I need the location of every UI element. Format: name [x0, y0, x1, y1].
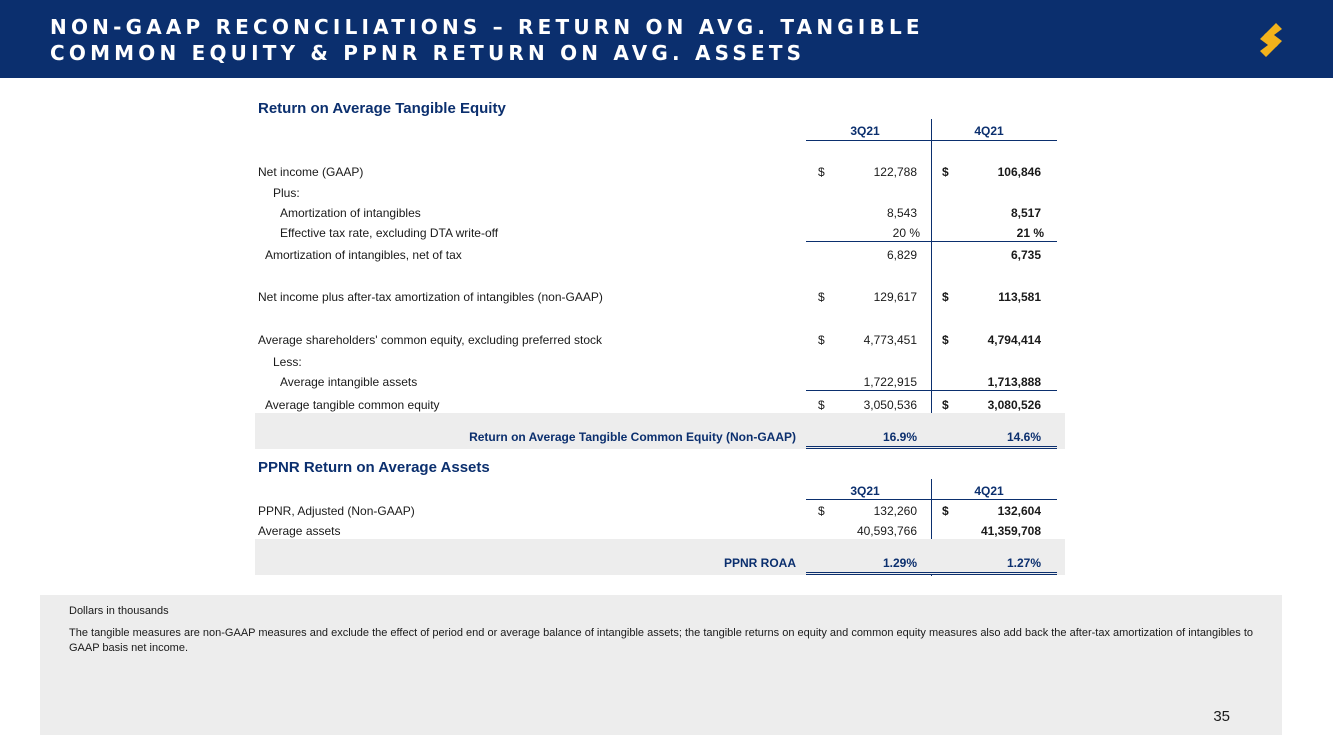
ppnr-result-3q21: 1.29%	[882, 556, 917, 570]
value-average-tce-4q21: 3,080,526	[987, 398, 1041, 412]
row-label-amortization: Amortization of intangibles	[280, 206, 421, 220]
value-tax-rate-3q21: 20 %	[892, 226, 920, 240]
page-number: 35	[1213, 708, 1230, 725]
double-underline	[806, 446, 1057, 449]
double-underline	[806, 572, 1057, 575]
row-label-less: Less:	[273, 355, 302, 369]
currency-symbol: $	[942, 504, 949, 518]
currency-symbol: $	[818, 504, 825, 518]
currency-symbol: $	[818, 398, 825, 412]
page-title-line-2: COMMON EQUITY & PPNR RETURN ON AVG. ASSETS	[50, 41, 806, 65]
row-label-average-assets: Average assets	[258, 524, 341, 538]
value-ppnr-3q21: 132,260	[873, 504, 917, 518]
row-label-average-equity: Average shareholders' common equity, excluding preferred stock	[258, 333, 603, 347]
value-net-income-plus-4q21: 113,581	[998, 290, 1041, 304]
ppnr-result-4q21: 1.27%	[1006, 556, 1041, 570]
rotce-col-4q21: 4Q21	[974, 124, 1004, 138]
currency-symbol: $	[818, 290, 825, 304]
currency-symbol: $	[942, 165, 949, 179]
subtotal-rule	[806, 390, 1057, 391]
value-tax-rate-4q21: 21 %	[1016, 226, 1044, 240]
currency-symbol: $	[818, 165, 825, 179]
value-average-assets-3q21: 40,593,766	[856, 524, 917, 538]
currency-symbol: $	[942, 290, 949, 304]
value-net-income-3q21: 122,788	[873, 165, 917, 179]
row-label-ppnr: PPNR, Adjusted (Non-GAAP)	[258, 504, 415, 518]
value-amortization-4q21: 8,517	[1010, 206, 1041, 220]
page-title-line-1: NON-GAAP RECONCILIATIONS – RETURN ON AVG. TANGIBLE	[50, 15, 924, 39]
value-net-income-plus-3q21: 129,617	[873, 290, 917, 304]
rotce-col-3q21: 3Q21	[850, 124, 880, 138]
row-label-net-income: Net income (GAAP)	[258, 165, 364, 179]
row-label-average-tce: Average tangible common equity	[265, 398, 440, 412]
rotce-result-label: Return on Average Tangible Common Equity (Non-GAAP)	[469, 430, 796, 444]
value-average-equity-3q21: 4,773,451	[863, 333, 917, 347]
page-title	[50, 14, 924, 66]
value-amortization-net-3q21: 6,829	[886, 248, 917, 262]
row-label-plus: Plus:	[273, 186, 300, 200]
row-label-tax-rate: Effective tax rate, excluding DTA write-off	[280, 226, 499, 240]
value-ppnr-4q21: 132,604	[997, 504, 1041, 518]
rotce-result-3q21: 16.9%	[882, 430, 917, 444]
currency-symbol: $	[942, 333, 949, 347]
ppnr-section-title: PPNR Return on Average Assets	[258, 459, 490, 476]
row-label-average-intangibles: Average intangible assets	[280, 375, 418, 389]
value-average-equity-4q21: 4,794,414	[987, 333, 1041, 347]
s-logo-icon	[1256, 20, 1286, 60]
value-amortization-3q21: 8,543	[886, 206, 917, 220]
footnote-units: Dollars in thousands	[69, 605, 169, 617]
title-bar	[0, 0, 1333, 78]
rotce-result-4q21: 14.6%	[1006, 430, 1041, 444]
row-label-amortization-net: Amortization of intangibles, net of tax	[265, 248, 462, 262]
currency-symbol: $	[818, 333, 825, 347]
ppnr-col-4q21: 4Q21	[974, 484, 1004, 498]
rotce-section-title: Return on Average Tangible Equity	[258, 100, 506, 117]
footnote-panel	[40, 595, 1282, 735]
ppnr-result-label: PPNR ROAA	[723, 556, 796, 570]
value-amortization-net-4q21: 6,735	[1010, 248, 1041, 262]
value-net-income-4q21: 106,846	[997, 165, 1041, 179]
value-average-tce-3q21: 3,050,536	[863, 398, 917, 412]
value-average-intangibles-3q21: 1,722,915	[863, 375, 917, 389]
ppnr-col-3q21: 3Q21	[850, 484, 880, 498]
currency-symbol: $	[942, 398, 949, 412]
footnote-definition: The tangible measures are non-GAAP measures and exclude the effect of period end or average balance of intangible assets; the tangible returns on equity and common equity measures also add back the after-tax amortization of intangibles to GAAP basis net income.	[69, 627, 1254, 654]
value-average-intangibles-4q21: 1,713,888	[987, 375, 1041, 389]
row-label-net-income-plus: Net income plus after-tax amortization of intangibles (non-GAAP)	[258, 290, 603, 304]
value-average-assets-4q21: 41,359,708	[980, 524, 1041, 538]
subtotal-rule	[806, 241, 1057, 242]
